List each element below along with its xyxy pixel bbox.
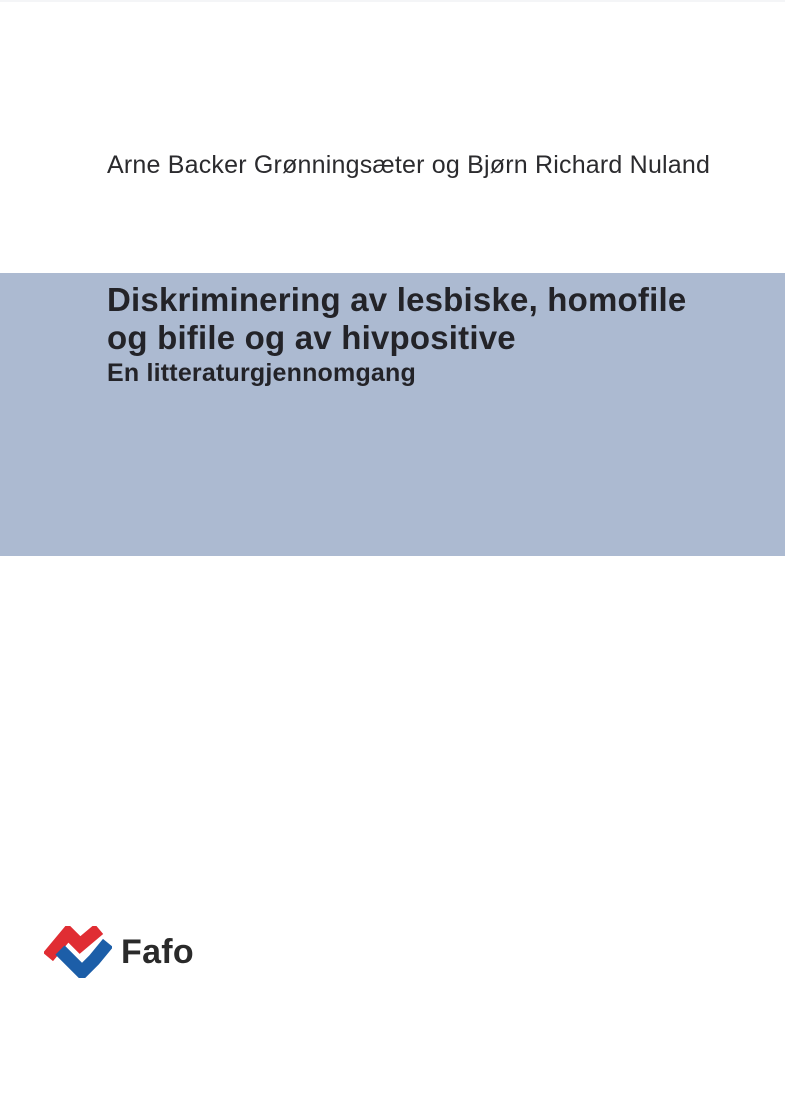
fafo-wordmark: Fafo [121,933,194,971]
title-line-1: Diskriminering av lesbiske, homofile [107,281,687,318]
fafo-logo [44,926,194,978]
author-line: Arne Backer Grønningsæter og Bjørn Richard Nuland [107,151,711,179]
subtitle: En litteraturgjennomgang [107,359,416,387]
fafo-mark-red-zigzag [48,929,99,957]
title-band [0,273,785,556]
title-line-2: og bifile og av hivpositive [107,319,516,356]
fafo-logo-icon [44,926,112,978]
page-top-edge [0,0,785,2]
